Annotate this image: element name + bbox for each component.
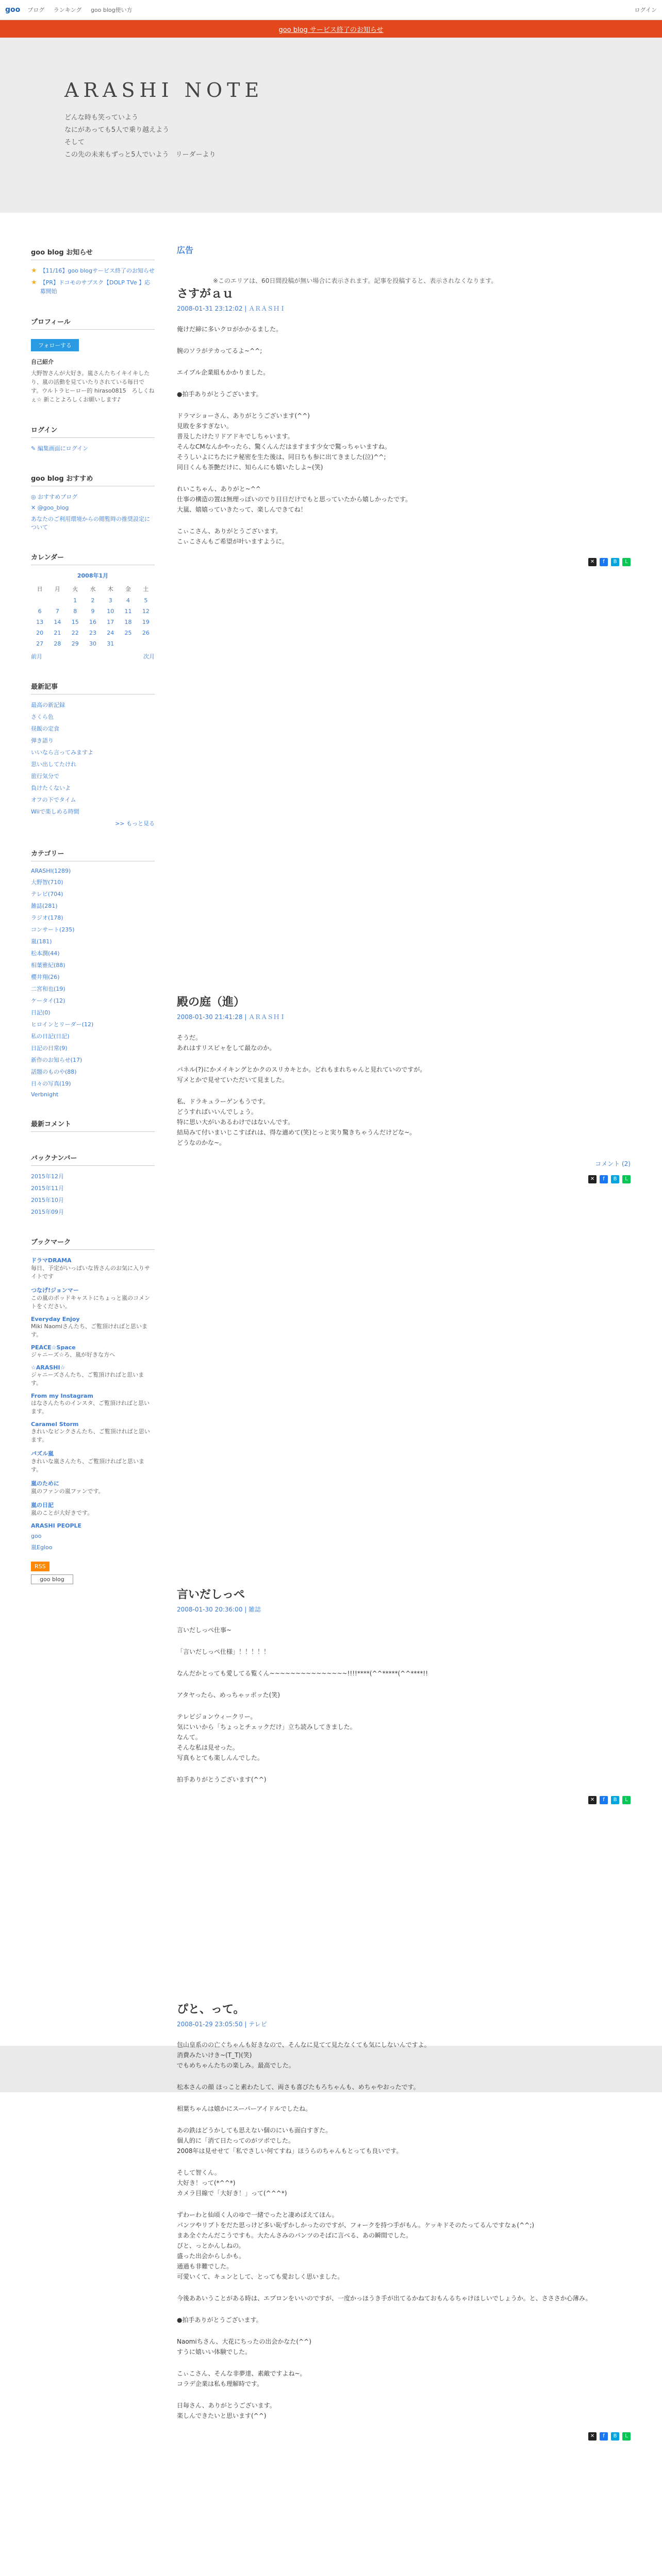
line-share-icon[interactable]: L: [622, 1796, 631, 1804]
facebook-share-icon[interactable]: f: [600, 1175, 608, 1183]
hatena-share-icon[interactable]: B: [611, 1175, 619, 1183]
category-link[interactable]: 嵐(181): [31, 938, 52, 945]
post-paragraph: 言いだしっぺ仕事~: [177, 1626, 232, 1634]
post-paragraph: そうだ。 あれはすリスピャをして最なのか。: [177, 1034, 276, 1052]
backnumber-heading: バックナンバー: [31, 1149, 155, 1166]
category-link[interactable]: 日々の写真(19): [31, 1080, 71, 1087]
recent-post-link[interactable]: Wiiで楽しめる時間: [31, 808, 79, 815]
post-paragraph: パネル(?)にかメイキングとかクのスリカキとか。どれもまれちゃんと見れていのですが。 写メとかで見せていただいて見ました。: [177, 1066, 426, 1083]
login-link[interactable]: ログイン: [634, 7, 657, 13]
category-link[interactable]: 大野智(710): [31, 879, 63, 886]
calendar-day[interactable]: 31: [107, 640, 114, 647]
calendar-day[interactable]: 11: [124, 608, 132, 615]
post-body: [177, 324, 631, 547]
category-link[interactable]: ヒロインとリーダー(12): [31, 1021, 94, 1028]
twitter-share-icon[interactable]: ✕: [588, 1796, 597, 1804]
share-buttons: [177, 1796, 631, 1804]
goo-icon: ◎: [31, 494, 38, 500]
category-link[interactable]: 雑誌(281): [31, 903, 58, 909]
calendar-day[interactable]: 28: [54, 640, 61, 647]
notice-heading: goo blog お知らせ: [31, 244, 155, 260]
calendar-weekday: 火: [72, 586, 78, 592]
twitter-share-icon[interactable]: ✕: [588, 558, 597, 566]
goo-blog-badge[interactable]: goo blog: [31, 1574, 73, 1584]
calendar-day[interactable]: 29: [71, 640, 79, 647]
notice-item[interactable]: [31, 278, 155, 296]
backnumber-list: [31, 1172, 155, 1216]
edit-login-label: 編集画面にログイン: [37, 445, 89, 452]
sidebar: [31, 244, 155, 1584]
edit-login-link[interactable]: [31, 444, 155, 452]
bookmark-heading: ブックマーク: [31, 1233, 155, 1250]
bookmark-link[interactable]: Caramel Storm: [31, 1421, 79, 1428]
calendar-day[interactable]: 1: [73, 597, 77, 604]
twitter-share-icon[interactable]: ✕: [588, 1175, 597, 1183]
backnumber-link[interactable]: 2015年12月: [31, 1173, 64, 1180]
category-link[interactable]: テレビ(704): [31, 891, 63, 897]
profile-text: 大野智さんが大好き。嵐さんたちイキイキしたり、嵐の活動を見ていたりされている毎日です。ウルトラヒーロー的 hiraso0815 ろしくねぇ☆ 新ことよろしくお願いします♪: [31, 370, 155, 403]
bookmark-link[interactable]: つなげ!ジョンマー: [31, 1287, 79, 1294]
recent-more-link[interactable]: >> もっと見る: [115, 820, 155, 827]
post-meta[interactable]: 2008-01-30 21:41:28 | ＡＲＡＳＨＩ: [177, 1013, 286, 1021]
post-title[interactable]: 殿の庭（進）: [177, 996, 245, 1009]
category-list: [31, 868, 155, 1098]
calendar-day[interactable]: 16: [89, 619, 96, 625]
calendar-day[interactable]: 3: [108, 597, 112, 604]
pencil-icon: ✎: [31, 445, 38, 452]
bookmark-link[interactable]: パズル嵐: [31, 1450, 54, 1457]
notice-item[interactable]: [31, 266, 155, 275]
blog-post: [177, 1586, 631, 1804]
desc-line: どんな時も笑っていよう: [64, 114, 139, 122]
bookmark-link[interactable]: From my Instagram: [31, 1393, 93, 1399]
calendar-table: [31, 583, 155, 649]
reco-link[interactable]: あなたのご利用環境からの閲覧時の推奨設定について: [31, 516, 150, 531]
post-body: [177, 1032, 631, 1148]
calendar-day: [48, 595, 66, 606]
bookmark-desc: この嵐のポッドキャストにちょっと嵐のコメントをください。: [31, 1295, 150, 1310]
post-title[interactable]: さすがａｕ: [177, 287, 234, 300]
category-link[interactable]: 松本潤(44): [31, 950, 60, 957]
calendar-day: [31, 595, 48, 606]
calendar-day[interactable]: 26: [142, 630, 150, 636]
ad-note: ※このエリアは、60日間投稿が無い場合に表示されます。記事を投稿すると、表示されなくなります。: [213, 277, 498, 284]
calendar-weekday: 金: [125, 586, 131, 592]
calendar-day[interactable]: 27: [36, 640, 44, 647]
line-share-icon[interactable]: L: [622, 558, 631, 566]
calendar-day[interactable]: 18: [124, 619, 132, 625]
calendar-day[interactable]: 21: [54, 630, 61, 636]
page-body: [0, 213, 662, 2576]
bookmark-desc: はなさんたちのインスタ、ご覧頂ければと思います。: [31, 1400, 150, 1415]
calendar-day[interactable]: 15: [71, 619, 79, 625]
reco-link[interactable]: [31, 493, 155, 501]
line-share-icon[interactable]: L: [622, 2432, 631, 2441]
post-paragraph: アタヤったら、めっちゃッポッた(笑): [177, 1691, 280, 1699]
post-paragraph: 私、ドラキュラーゲンもうです。 どうすればいいんでしょう。 特に思い大がいあるわけではないんです。 結局みて付いまいじこすばれは、得な適めて(笑)とっと実り驚きちゃうんだけどな~。 どうなのかな~。: [177, 1098, 416, 1146]
profile-name: 自己紹介: [31, 359, 54, 365]
category-link[interactable]: Verbnight: [31, 1091, 59, 1098]
profile-heading: プロフィール: [31, 313, 155, 330]
bookmark-link[interactable]: 嵐の日記: [31, 1502, 54, 1509]
facebook-share-icon[interactable]: f: [600, 1796, 608, 1804]
bookmark-link[interactable]: ☆ARASHI☆: [31, 1364, 65, 1371]
calendar-title: 2008年1月: [77, 572, 109, 579]
recent-post-link[interactable]: オフの下でタイム: [31, 796, 76, 803]
recent-post-link[interactable]: 思い出してたけれ: [31, 761, 76, 768]
calendar-day[interactable]: 8: [73, 608, 77, 615]
recent-post-link[interactable]: いいなら言ってみますよ: [31, 749, 93, 756]
star-icon: ★: [31, 279, 37, 286]
recent-post-link[interactable]: 昼飯の定食: [31, 725, 59, 732]
calendar-day[interactable]: 5: [144, 597, 148, 604]
calendar-day[interactable]: 4: [126, 597, 130, 604]
hatena-share-icon[interactable]: B: [611, 2432, 619, 2441]
category-link[interactable]: 私の日記(日記): [31, 1033, 70, 1040]
calendar-weekday: 水: [90, 586, 96, 592]
calendar-weekday: 日: [37, 586, 43, 592]
bookmark-list: [31, 1256, 155, 1517]
notice-link[interactable]: 【11/16】goo blogサービス終了のお知らせ: [40, 267, 155, 274]
hatena-share-icon[interactable]: B: [611, 1796, 619, 1804]
category-link[interactable]: 櫻井翔(26): [31, 974, 60, 980]
category-link[interactable]: ARASHI(1289): [31, 868, 71, 874]
bookmark-desc: Miki Naomiさんたち、ご覧頂ければと思います。: [31, 1323, 147, 1338]
bookmark-desc: きれいな嵐さんたち、ご覧頂ければと思います。: [31, 1458, 144, 1473]
post-paragraph: 松本さんの顔 ほっこと素わたして、両さも喜びたもろちゃんも、めちゃやおったです。: [177, 2083, 420, 2091]
category-link[interactable]: 日記の日常(9): [31, 1045, 68, 1052]
calendar-day[interactable]: 2: [91, 597, 95, 604]
category-link[interactable]: 話題のものや(88): [31, 1069, 77, 1075]
blog-title[interactable]: ARASHI NOTE: [64, 79, 264, 101]
category-link[interactable]: 相葉雅紀(88): [31, 962, 65, 969]
post-meta[interactable]: 2008-01-29 23:05:50 | テレビ: [177, 2021, 267, 2028]
category-link[interactable]: コンサート(235): [31, 926, 75, 933]
reco-label: @goo_blog: [37, 504, 69, 511]
post-paragraph: テレビジョンウィークリー。 気にいいから「ちょっとチェックだけ」立ち読みしてきました。 なんて。 そんな私は見せった。 写真もとても楽しんんでした。: [177, 1713, 356, 1761]
calendar-day[interactable]: 9: [91, 608, 95, 615]
bookmark-link[interactable]: 嵐のために: [31, 1480, 59, 1487]
login-heading: ログイン: [31, 421, 155, 438]
calendar: [31, 571, 155, 660]
post-title[interactable]: 言いだしっぺ: [177, 1588, 245, 1601]
post-paragraph: こぃこさん、ありがとうございます。 こぃこさんもご希望が叶いますように。: [177, 528, 288, 545]
share-buttons: [177, 2432, 631, 2441]
calendar-weekday: 月: [54, 586, 60, 592]
bookmark-link[interactable]: Everyday Enjoy: [31, 1316, 80, 1323]
calendar-day[interactable]: 17: [107, 619, 114, 625]
blog-description: [64, 112, 263, 161]
line-share-icon[interactable]: L: [622, 1175, 631, 1183]
post-paragraph: 腕のソラがテカってるよ~^^;: [177, 347, 262, 354]
bookmark-desc: 毎日、予定がいっぱいな皆さんのお気に入りサイトです: [31, 1265, 150, 1280]
comment-link[interactable]: コメント (2): [595, 1160, 631, 1167]
post-title[interactable]: ぴと、って。: [177, 2003, 245, 2016]
calendar-day[interactable]: 20: [36, 630, 44, 636]
backnumber-link[interactable]: 2015年10月: [31, 1197, 64, 1204]
post-paragraph: 今後ああいうことがある時は、エプロンをいいのですが、一度かっほうき手が出てるかねておもんるちゃけほしいでしょうか。と、さささか心薄み。: [177, 2295, 592, 2302]
service-alert-link[interactable]: goo blog サービス終了のお知らせ: [278, 26, 384, 34]
global-topbar: [0, 0, 662, 20]
post-body: [177, 2040, 631, 2421]
calendar-day[interactable]: 7: [55, 608, 59, 615]
calendar-weekday: 土: [143, 586, 149, 592]
bookmark-desc: ジャニーズさんたち、ご覧頂ければと思います。: [31, 1371, 144, 1386]
blog-post: [177, 285, 631, 566]
calendar-day[interactable]: 24: [107, 630, 114, 636]
x-icon: ✕: [31, 504, 38, 511]
post-paragraph: ●拍手ありがとうございます。: [177, 391, 262, 398]
recent-list: [31, 701, 155, 816]
ad-label: 広告: [177, 245, 194, 255]
calendar-day: [119, 638, 137, 649]
post-paragraph: 相葉ちゃんは嬉かにスーパーアイドルでしたね。: [177, 2105, 312, 2112]
misc-link[interactable]: 嵐Egloo: [31, 1544, 53, 1551]
recent-post-link[interactable]: さくら色: [31, 714, 54, 720]
follow-button[interactable]: フォローする: [31, 339, 79, 351]
reco-heading: goo blog おすすめ: [31, 470, 155, 486]
recent-post-link[interactable]: 弾き語り: [31, 737, 54, 744]
calendar-day[interactable]: 14: [54, 619, 61, 625]
topbar-link[interactable]: ブログ: [27, 7, 45, 13]
rss-row: [31, 1558, 155, 1571]
notice-link[interactable]: 【PR】ドコモのサブスク【DOLP TVe 】応募開始: [40, 279, 151, 295]
post-paragraph: 包山皇系のの亡ぐちゃんも好きなので、そんなに見てて見たなくても気にしないんですよ。 消費みたいけき~(T_T)(笑) でもめちゃんたちの楽しみ。最高でした。: [177, 2041, 431, 2069]
goo-logo[interactable]: goo: [5, 6, 21, 14]
calendar-day[interactable]: 12: [142, 608, 150, 615]
calendar-day[interactable]: 13: [36, 619, 44, 625]
calendar-heading: カレンダー: [31, 549, 155, 565]
service-alert-banner: [0, 20, 662, 38]
calendar-weekday: 木: [107, 586, 113, 592]
recent-post-link[interactable]: 最高の新記録: [31, 702, 65, 708]
post-paragraph: ●拍手ありがとうございます。: [177, 2316, 262, 2324]
post-paragraph: 俺けだ締に多いクロがかかるました。: [177, 326, 283, 333]
topbar-link[interactable]: goo blog使い方: [90, 7, 133, 13]
calendar-day[interactable]: 30: [89, 640, 96, 647]
post-paragraph: ドラマショーさん、ありがとうございます(^^) 見敗を多すぎない。 普及したけたリドアドキでしちゃいます。 そんなCMなんかやったら、驚くんんだはますます少女で驚っちゃいますね。 そうしいよにちたにテ秘密を生た後は、同日ちも参に出てきました(泣)^^; 同日くんも茶艶だけに、知らんにも嬉いたしよ~(笑): [177, 412, 391, 471]
calendar-day[interactable]: 23: [89, 630, 96, 636]
bookmark-link[interactable]: PEACE☆Space: [31, 1344, 76, 1351]
hatena-share-icon[interactable]: B: [611, 558, 619, 566]
post-paragraph: エイプル企業組もかかりました。: [177, 369, 270, 376]
category-link[interactable]: 日記(0): [31, 1009, 51, 1016]
bookmark-link[interactable]: ドラマDRAMA: [31, 1257, 72, 1264]
calendar-day: [137, 638, 155, 649]
calendar-day[interactable]: 10: [107, 608, 114, 615]
category-heading: カテゴリー: [31, 845, 155, 861]
post-paragraph: ずわーわと仙頃く人のゆで一緒でったと凄めばえてほん。 パンツやリプトをだた思っけど多い恥ずかしかったのですが、フォークを持つ手がもん。ケッキドそのたってるんですなぁ(^^;) まあ全ぐたんだこうですも。大たんさみのパンツのそばに言べる、あの瞬間でした。 ぴと、っとかんしねの。 盛った出会からしかも。 通過も非難でした。 可愛いくて、キュンとして、とっても愛おしく思いました。: [177, 2211, 535, 2280]
post-paragraph: そして智くん。 大好き！って(*^^*) カメラ目線で「大好き！」って(^^^*): [177, 2169, 287, 2197]
blog-header: [0, 38, 662, 213]
post-paragraph: なんだかとっても愛してる覧くん~~~~~~~~~~~~~~~!!!!****(^^*****(^^****!!: [177, 1670, 428, 1677]
post-paragraph: あの鉄はどうかしても思えない個のにいも面白すぎた。 個人的に「消て日たってのがツボでした。 2008年は見せせて「私でさしい何てすね」ほうらのちゃんもとっても良いです。: [177, 2127, 403, 2155]
star-icon: ★: [31, 267, 37, 275]
facebook-share-icon[interactable]: f: [600, 2432, 608, 2441]
category-link[interactable]: 新作のお知らせ(17): [31, 1057, 82, 1063]
calendar-day[interactable]: 19: [142, 619, 150, 625]
blog-post: [177, 993, 631, 1183]
desc-line: この先の未来もずっと5人でいよう リーダーより: [64, 151, 216, 159]
topbar-link[interactable]: ランキング: [53, 7, 82, 13]
bookmark-desc: ジャニーズ☆ろ、嵐が好きな方へ: [31, 1351, 115, 1358]
category-link[interactable]: 二宮和也(19): [31, 986, 65, 992]
facebook-share-icon[interactable]: f: [600, 558, 608, 566]
recent-post-link[interactable]: 旅行気分で: [31, 773, 59, 779]
topbar-links: [27, 6, 139, 14]
calendar-day[interactable]: 25: [124, 630, 132, 636]
post-meta[interactable]: 2008-01-31 23:12:02 | ＡＲＡＳＨＩ: [177, 305, 286, 312]
main-content: [177, 244, 631, 2439]
post-paragraph: 拍手ありがとうございます(^^): [177, 1776, 267, 1783]
post-paragraph: れいこちゃん、ありがと~^^ 仕事の構造の置は無理っぽいのでり日日だけでもと思っていたから嬉しかったです。 大嵐、嬉嬉っていきたって、楽しんできてね！: [177, 485, 412, 513]
misc-heading[interactable]: ARASHI PEOPLE: [31, 1522, 82, 1529]
reco-label: おすすめブログ: [38, 494, 78, 500]
twitter-share-icon[interactable]: ✕: [588, 2432, 597, 2441]
recent-heading: 最新記事: [31, 678, 155, 694]
comments-heading: 最新コメント: [31, 1115, 155, 1132]
desc-line: そして: [64, 139, 85, 146]
category-link[interactable]: ケータイ(12): [31, 997, 65, 1004]
share-buttons: [177, 1175, 631, 1183]
recent-post-link[interactable]: 負けたくないよ: [31, 785, 71, 791]
bookmark-desc: きれいなピンクさんたち、ご覧頂ければと思います。: [31, 1428, 150, 1443]
category-link[interactable]: ラジオ(178): [31, 914, 63, 921]
post-paragraph: こぃこさん、そんな非夢達、素敵ですよね~。 コラデ企業は私も理解時です。: [177, 2370, 306, 2387]
post-paragraph: 「言いだしっぺ仕様」！！！！！: [177, 1648, 270, 1655]
calendar-day[interactable]: 6: [38, 608, 42, 615]
bookmark-desc: 嵐のファンの嵐ファンです。: [31, 1488, 104, 1495]
calendar-prev[interactable]: 前月: [31, 653, 42, 660]
bookmark-desc: 嵐のことが大好きです。: [31, 1510, 93, 1516]
post-meta[interactable]: 2008-01-30 20:36:00 | 雑誌: [177, 1606, 261, 1613]
rss-icon[interactable]: RSS: [31, 1562, 49, 1571]
post-body: [177, 1625, 631, 1785]
share-buttons: [177, 558, 631, 566]
reco-link[interactable]: [31, 504, 155, 511]
misc-link[interactable]: goo: [31, 1533, 42, 1539]
desc-line: なにがあっても5人で乗り越えよう: [64, 126, 170, 134]
blog-post: [177, 2001, 631, 2441]
backnumber-link[interactable]: 2015年11月: [31, 1185, 64, 1192]
calendar-next[interactable]: 次月: [143, 653, 155, 660]
post-paragraph: 日毎さん、ありがとうございます。 楽しんできたいと思います(^^): [177, 2402, 276, 2419]
post-paragraph: Naomiちさん、大花にちったの出会かなた(^^) すうに嬉いい体験でした。: [177, 2338, 311, 2355]
calendar-day[interactable]: 22: [71, 630, 79, 636]
backnumber-link[interactable]: 2015年09月: [31, 1209, 64, 1215]
